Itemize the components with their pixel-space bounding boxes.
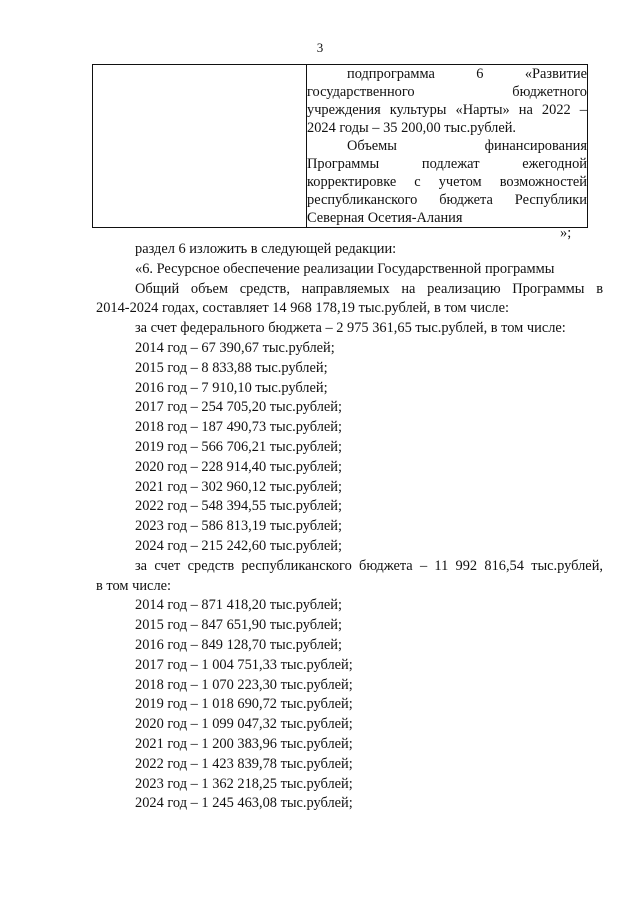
year-line: 2024 год – 215 242,60 тыс.рублей;	[135, 537, 342, 554]
table-line: Объемы финансирования	[347, 138, 587, 154]
page-number: 3	[316, 40, 324, 55]
table-line: Северная Осетия-Алания	[307, 210, 463, 226]
table-right-cell	[307, 65, 588, 228]
year-line: 2017 год – 1 004 751,33 тыс.рублей;	[135, 656, 353, 673]
federal-years-list	[96, 339, 603, 557]
year-line: 2022 год – 548 394,55 тыс.рублей;	[135, 498, 342, 515]
table-line: государственного бюджетного	[307, 84, 587, 100]
table-row	[93, 65, 588, 228]
year-line: 2024 год – 1 245 463,08 тыс.рублей;	[135, 795, 353, 812]
year-line: 2015 год – 847 651,90 тыс.рублей;	[135, 617, 342, 634]
year-line: 2017 год – 254 705,20 тыс.рублей;	[135, 399, 342, 416]
federal-header: за счет федерального бюджета – 2 975 361,65 тыс.рублей, в том числе:	[135, 320, 566, 337]
table-line: корректировке с учетом возможностей	[307, 174, 587, 190]
total-line: 2014-2024 годах, составляет 14 968 178,19 тыс.рублей, в том числе:	[96, 300, 509, 317]
year-line: 2014 год – 67 390,67 тыс.рублей;	[135, 339, 335, 356]
year-line: 2019 год – 566 706,21 тыс.рублей;	[135, 438, 342, 455]
year-line: 2016 год – 849 128,70 тыс.рублей;	[135, 636, 342, 653]
regional-years-list	[96, 596, 603, 814]
table-line: 2024 годы – 35 200,00 тыс.рублей.	[307, 120, 517, 136]
year-line: 2016 год – 7 910,10 тыс.рублей;	[135, 379, 328, 396]
year-line: 2020 год – 1 099 047,32 тыс.рублей;	[135, 716, 353, 733]
closing-quote: »;	[560, 225, 572, 241]
document-body	[96, 240, 603, 814]
table-line: республиканского бюджета Республики	[307, 192, 587, 208]
year-line: 2023 год – 1 362 218,25 тыс.рублей;	[135, 775, 353, 792]
year-line: 2014 год – 871 418,20 тыс.рублей;	[135, 597, 342, 614]
year-line: 2018 год – 1 070 223,30 тыс.рублей;	[135, 676, 353, 693]
total-line: Общий объем средств, направляемых на реализацию Программы в	[135, 280, 603, 297]
year-line: 2023 год – 586 813,19 тыс.рублей;	[135, 518, 342, 535]
table-line: подпрограмма 6 «Развитие	[347, 66, 587, 82]
table-line: учреждения культуры «Нарты» на 2022 –	[307, 102, 587, 118]
program-table	[92, 64, 588, 228]
section-title: «6. Ресурсное обеспечение реализации Государственной программы	[135, 260, 555, 277]
intro-line: раздел 6 изложить в следующей редакции:	[135, 241, 397, 257]
year-line: 2019 год – 1 018 690,72 тыс.рублей;	[135, 696, 353, 713]
year-line: 2021 год – 302 960,12 тыс.рублей;	[135, 478, 342, 495]
table-left-cell	[93, 65, 307, 228]
year-line: 2015 год – 8 833,88 тыс.рублей;	[135, 359, 328, 376]
year-line: 2020 год – 228 914,40 тыс.рублей;	[135, 458, 342, 475]
regional-header: в том числе:	[96, 577, 172, 594]
table-line: Программы подлежат ежегодной	[307, 156, 587, 172]
year-line: 2022 год – 1 423 839,78 тыс.рублей;	[135, 755, 353, 772]
year-line: 2021 год – 1 200 383,96 тыс.рублей;	[135, 735, 353, 752]
year-line: 2018 год – 187 490,73 тыс.рублей;	[135, 419, 342, 436]
regional-header: за счет средств республиканского бюджета – 11 992 816,54 тыс.рублей,	[135, 557, 603, 574]
